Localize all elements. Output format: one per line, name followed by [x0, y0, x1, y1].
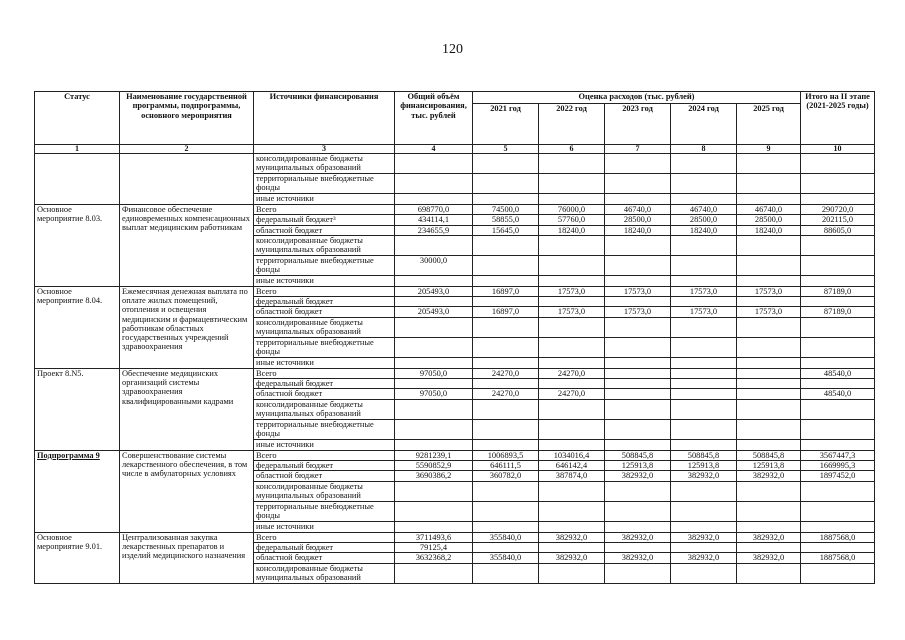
row-value [605, 501, 671, 521]
row-source: консолидированные бюджеты муниципальных образований [254, 481, 395, 501]
row-value: 125913,8 [671, 460, 737, 470]
row-value: 17573,0 [539, 307, 605, 317]
row-value [395, 420, 473, 440]
row-status [35, 286, 120, 368]
row-source: федеральный бюджет [254, 542, 395, 552]
row-value: 234655,9 [395, 225, 473, 235]
row-value: 24270,0 [473, 389, 539, 399]
row-value: 646142,4 [539, 460, 605, 470]
column-number: 8 [671, 145, 737, 154]
row-value [671, 297, 737, 307]
row-value [737, 420, 801, 440]
row-value [539, 379, 605, 389]
row-source: федеральный бюджет [254, 460, 395, 470]
row-value [473, 358, 539, 368]
row-value: 17573,0 [671, 286, 737, 296]
row-value: 382932,0 [605, 471, 671, 481]
row-value [539, 338, 605, 358]
row-value [671, 194, 737, 204]
row-value: 16897,0 [473, 286, 539, 296]
row-value [737, 399, 801, 419]
row-value [539, 501, 605, 521]
row-source: консолидированные бюджеты муниципальных образований [254, 235, 395, 255]
row-value: 18240,0 [737, 225, 801, 235]
row-value: 88605,0 [801, 225, 875, 235]
row-value [801, 542, 875, 552]
row-value: 382932,0 [671, 532, 737, 542]
row-value [737, 358, 801, 368]
row-value [473, 481, 539, 501]
row-name: Финансовое обеспечение единовременных компенсационных выплат медицинским работникам [120, 204, 254, 286]
row-value: 125913,8 [605, 460, 671, 470]
page-number: 120 [442, 42, 463, 57]
row-value: 46740,0 [605, 204, 671, 214]
row-value: 387874,0 [539, 471, 605, 481]
row-value: 382932,0 [539, 532, 605, 542]
row-value [605, 154, 671, 174]
row-value [671, 338, 737, 358]
row-value [473, 522, 539, 532]
row-source: областной бюджет [254, 225, 395, 235]
table-row [35, 450, 875, 460]
row-value [473, 297, 539, 307]
column-number: 10 [801, 145, 875, 154]
column-number: 7 [605, 145, 671, 154]
row-status [35, 154, 120, 205]
row-value [671, 154, 737, 174]
row-value [671, 389, 737, 399]
row-value: 46740,0 [737, 204, 801, 214]
row-value: 18240,0 [539, 225, 605, 235]
row-value [473, 440, 539, 450]
row-value: 5590852,9 [395, 460, 473, 470]
row-value [801, 338, 875, 358]
row-source: территориальные внебюджетные фонды [254, 174, 395, 194]
row-name: Централизованная закупка лекарственных препаратов и изделий медицинского назначения [120, 532, 254, 583]
row-value [737, 276, 801, 286]
row-value [737, 154, 801, 174]
row-value [801, 440, 875, 450]
row-value [605, 399, 671, 419]
row-value: 1006893,5 [473, 450, 539, 460]
row-value: 382932,0 [605, 553, 671, 563]
row-source: иные источники [254, 440, 395, 450]
row-value [671, 276, 737, 286]
row-value: 382932,0 [605, 532, 671, 542]
row-value: 382932,0 [539, 553, 605, 563]
row-value [801, 194, 875, 204]
row-source: областной бюджет [254, 307, 395, 317]
row-value: 48540,0 [801, 368, 875, 378]
row-source: иные источники [254, 194, 395, 204]
row-value: 205493,0 [395, 307, 473, 317]
row-status [35, 450, 120, 532]
row-value [395, 194, 473, 204]
row-source: консолидированные бюджеты муниципальных образований [254, 317, 395, 337]
row-value [737, 317, 801, 337]
column-number: 5 [473, 145, 539, 154]
row-value [539, 481, 605, 501]
table-row [35, 204, 875, 214]
row-source: консолидированные бюджеты муниципальных образований [254, 154, 395, 174]
row-status-text: Проект 8.N5. [37, 368, 84, 378]
row-value [605, 256, 671, 276]
row-value: 30000,0 [395, 256, 473, 276]
row-value [395, 379, 473, 389]
row-value [473, 256, 539, 276]
row-value [395, 338, 473, 358]
row-value [737, 338, 801, 358]
row-value: 3690386,2 [395, 471, 473, 481]
row-value [605, 297, 671, 307]
row-value [473, 235, 539, 255]
row-value [605, 317, 671, 337]
row-value [605, 389, 671, 399]
row-value [737, 563, 801, 583]
row-value [605, 563, 671, 583]
row-value [539, 563, 605, 583]
row-value: 1669995,3 [801, 460, 875, 470]
row-value [737, 174, 801, 194]
row-value [473, 542, 539, 552]
row-value: 3711493,6 [395, 532, 473, 542]
row-value: 97050,0 [395, 389, 473, 399]
row-value [737, 194, 801, 204]
row-value [605, 276, 671, 286]
row-value: 28500,0 [737, 215, 801, 225]
row-value [605, 358, 671, 368]
row-value: 17573,0 [539, 286, 605, 296]
row-source: Всего [254, 450, 395, 460]
row-value [801, 154, 875, 174]
row-value: 125913,8 [737, 460, 801, 470]
row-value: 74500,0 [473, 204, 539, 214]
column-number: 9 [737, 145, 801, 154]
row-value [671, 317, 737, 337]
header-stage-total: Итого на II этапе (2021-2025 годы) [801, 92, 875, 145]
row-source: территориальные внебюджетные фонды [254, 256, 395, 276]
header-year: 2023 год [605, 104, 671, 145]
row-value: 76000,0 [539, 204, 605, 214]
row-value: 355840,0 [473, 532, 539, 542]
row-value [539, 276, 605, 286]
header-status: Статус [35, 92, 120, 145]
row-value: 360782,0 [473, 471, 539, 481]
row-value [539, 420, 605, 440]
row-value [605, 338, 671, 358]
row-value [473, 174, 539, 194]
row-value [395, 235, 473, 255]
row-value [395, 481, 473, 501]
header-name: Наименование государственной программы, подпрограммы, основного мероприятия [120, 92, 254, 145]
row-value [395, 317, 473, 337]
row-value: 17573,0 [605, 307, 671, 317]
row-value [539, 522, 605, 532]
row-value [737, 542, 801, 552]
row-name: Обеспечение медицинских организаций системы здравоохранения квалифицированными кадрами [120, 368, 254, 450]
row-value [801, 420, 875, 440]
header-year: 2022 год [539, 104, 605, 145]
row-source: Всего [254, 532, 395, 542]
row-value: 9281239,1 [395, 450, 473, 460]
row-status [35, 368, 120, 450]
column-number: 4 [395, 145, 473, 154]
row-value [473, 276, 539, 286]
row-value [801, 256, 875, 276]
row-value [539, 542, 605, 552]
row-name: Совершенствование системы лекарственного обеспечения, в том числе в амбулаторных условиях [120, 450, 254, 532]
row-value [737, 297, 801, 307]
row-value: 382932,0 [671, 553, 737, 563]
row-value: 508845,8 [605, 450, 671, 460]
row-value [473, 317, 539, 337]
row-value [395, 174, 473, 194]
row-value [801, 501, 875, 521]
row-value [737, 379, 801, 389]
row-value [737, 481, 801, 501]
row-value: 202115,0 [801, 215, 875, 225]
row-value [737, 368, 801, 378]
row-value [473, 563, 539, 583]
header-year: 2025 год [737, 104, 801, 145]
row-value [605, 542, 671, 552]
row-value [605, 235, 671, 255]
table-row [35, 532, 875, 542]
row-value [737, 501, 801, 521]
row-value: 28500,0 [605, 215, 671, 225]
row-value [605, 420, 671, 440]
row-value [671, 501, 737, 521]
row-value [539, 399, 605, 419]
column-number: 2 [120, 145, 254, 154]
row-value: 48540,0 [801, 389, 875, 399]
row-value [539, 235, 605, 255]
row-value [737, 256, 801, 276]
row-value [801, 563, 875, 583]
row-value: 355840,0 [473, 553, 539, 563]
row-source: иные источники [254, 276, 395, 286]
row-value [737, 235, 801, 255]
row-value [801, 235, 875, 255]
row-value [671, 379, 737, 389]
row-value [539, 297, 605, 307]
row-value: 1887568,0 [801, 553, 875, 563]
row-value [539, 358, 605, 368]
row-value [539, 194, 605, 204]
row-value [801, 481, 875, 501]
row-value: 698770,0 [395, 204, 473, 214]
header-total: Общий объём финансирования, тыс. рублей [395, 92, 473, 145]
row-value [605, 174, 671, 194]
row-value [473, 338, 539, 358]
row-value [671, 358, 737, 368]
header-year: 2021 год [473, 104, 539, 145]
row-value [671, 542, 737, 552]
row-value: 24270,0 [473, 368, 539, 378]
row-value [605, 522, 671, 532]
row-value [671, 174, 737, 194]
row-value [473, 420, 539, 440]
row-value [671, 399, 737, 419]
row-value: 382932,0 [737, 471, 801, 481]
row-value [395, 276, 473, 286]
row-value: 87189,0 [801, 286, 875, 296]
row-source: территориальные внебюджетные фонды [254, 501, 395, 521]
row-status [35, 532, 120, 583]
row-status-text: Основное мероприятие 9.01. [37, 532, 103, 551]
row-value [671, 235, 737, 255]
row-source: территориальные внебюджетные фонды [254, 420, 395, 440]
row-source: иные источники [254, 358, 395, 368]
row-value [737, 389, 801, 399]
row-source: консолидированные бюджеты муниципальных образований [254, 399, 395, 419]
row-value [395, 154, 473, 174]
row-value [671, 481, 737, 501]
column-number: 6 [539, 145, 605, 154]
row-value [395, 399, 473, 419]
row-value: 28500,0 [671, 215, 737, 225]
row-value [801, 399, 875, 419]
row-source: областной бюджет [254, 471, 395, 481]
table-row [35, 286, 875, 296]
row-value [395, 297, 473, 307]
row-value [801, 358, 875, 368]
row-value: 3632368,2 [395, 553, 473, 563]
row-value [395, 440, 473, 450]
row-value [671, 563, 737, 583]
column-number: 1 [35, 145, 120, 154]
row-value: 382932,0 [671, 471, 737, 481]
row-value [395, 522, 473, 532]
row-value [801, 297, 875, 307]
row-value [473, 399, 539, 419]
row-value: 17573,0 [605, 286, 671, 296]
row-value [801, 522, 875, 532]
row-value [801, 317, 875, 337]
row-value: 97050,0 [395, 368, 473, 378]
row-value [671, 256, 737, 276]
row-source: Всего [254, 204, 395, 214]
row-value: 508845,8 [737, 450, 801, 460]
table-body [35, 154, 875, 584]
row-value [539, 317, 605, 337]
row-source: федеральный бюджет³ [254, 215, 395, 225]
row-value [539, 174, 605, 194]
row-value: 15645,0 [473, 225, 539, 235]
row-value: 17573,0 [671, 307, 737, 317]
row-status-text: Основное мероприятие 8.04. [37, 286, 103, 305]
row-value: 646111,5 [473, 460, 539, 470]
row-value [737, 522, 801, 532]
row-source: областной бюджет [254, 389, 395, 399]
row-value: 58855,0 [473, 215, 539, 225]
row-value: 87189,0 [801, 307, 875, 317]
row-value [801, 276, 875, 286]
row-value: 290720,0 [801, 204, 875, 214]
row-value [671, 420, 737, 440]
table-row [35, 154, 875, 174]
row-status [35, 204, 120, 286]
row-value [801, 174, 875, 194]
row-value: 46740,0 [671, 204, 737, 214]
row-value [605, 379, 671, 389]
row-value [539, 154, 605, 174]
row-source: консолидированные бюджеты муниципальных образований [254, 563, 395, 583]
row-name: Ежемесячная денежная выплата по оплате жилых помещений, отопления и освещения медицинским и фармацевтическим работникам областных государственных учреждений здравоохранения [120, 286, 254, 368]
row-value [605, 440, 671, 450]
row-value: 1897452,0 [801, 471, 875, 481]
row-value: 1034016,4 [539, 450, 605, 460]
row-source: федеральный бюджет [254, 297, 395, 307]
row-value: 79125,4 [395, 542, 473, 552]
row-value: 16897,0 [473, 307, 539, 317]
row-value [605, 481, 671, 501]
row-value [671, 522, 737, 532]
row-value [395, 501, 473, 521]
row-value: 508845,8 [671, 450, 737, 460]
row-value: 57760,0 [539, 215, 605, 225]
row-value: 18240,0 [671, 225, 737, 235]
header-year: 2024 год [671, 104, 737, 145]
row-value: 1887568,0 [801, 532, 875, 542]
row-value: 205493,0 [395, 286, 473, 296]
row-value: 18240,0 [605, 225, 671, 235]
row-source: федеральный бюджет [254, 379, 395, 389]
financing-table [34, 91, 875, 584]
row-value [473, 154, 539, 174]
row-value: 17573,0 [737, 286, 801, 296]
row-value [671, 440, 737, 450]
row-value [737, 440, 801, 450]
row-value [539, 440, 605, 450]
row-status-text: Основное мероприятие 8.03. [37, 204, 103, 224]
row-value: 3567447,3 [801, 450, 875, 460]
column-number: 3 [254, 145, 395, 154]
row-value [671, 368, 737, 378]
row-value [801, 379, 875, 389]
row-value [395, 358, 473, 368]
row-value: 24270,0 [539, 368, 605, 378]
row-source: территориальные внебюджетные фонды [254, 338, 395, 358]
row-value: 434114,1 [395, 215, 473, 225]
row-source: иные источники [254, 522, 395, 532]
row-value: 24270,0 [539, 389, 605, 399]
row-value [473, 194, 539, 204]
row-value: 382932,0 [737, 532, 801, 542]
row-value [539, 256, 605, 276]
header-estimate: Оценка расходов (тыс. рублей) [473, 92, 801, 104]
header-sources: Источники финансирования [254, 92, 395, 145]
row-source: Всего [254, 368, 395, 378]
row-source: Всего [254, 286, 395, 296]
row-value [605, 368, 671, 378]
row-status-text: Подпрограмма 9 [37, 450, 100, 460]
row-value [473, 501, 539, 521]
row-source: областной бюджет [254, 553, 395, 563]
table-row [35, 368, 875, 378]
row-value [395, 563, 473, 583]
row-value: 382932,0 [737, 553, 801, 563]
row-value [605, 194, 671, 204]
row-value: 17573,0 [737, 307, 801, 317]
row-name [120, 154, 254, 205]
row-value [473, 379, 539, 389]
